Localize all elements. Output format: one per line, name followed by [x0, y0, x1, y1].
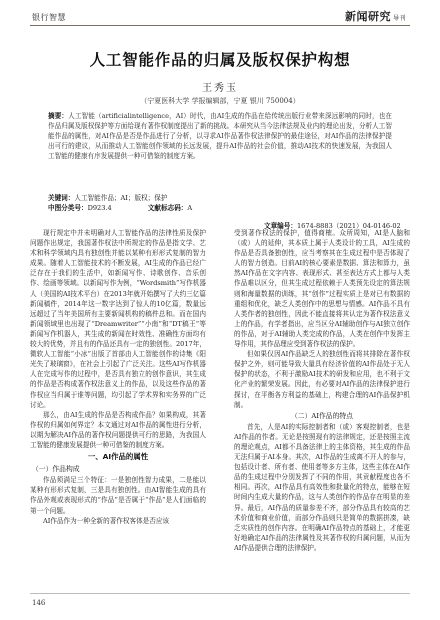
article-number-label: 文章编号：: [264, 222, 297, 230]
body-paragraph: 但如果仅因AI作品缺乏人的独创性而将其排除在著作权保护之外，则可能导致大量具有经济价值的AI作品处于无人保护的状态，不利于激励AI技术的研发和应用，也不利于文化产业的繁荣发展。因此，有必要对AI作品的法律保护进行探讨，在平衡各方利益的基础上，构建合理的AI作品保护机制。: [234, 350, 410, 409]
subsection-heading: （二）AI作品的特点: [291, 411, 353, 420]
subsection-heading: （一）作品构成: [32, 465, 80, 474]
body-paragraph: 现行规定中并未明确对人工智能作品的法律性质及保护问题作出规定，我国著作权法中所规定的作品是指文学、艺术和科学领域内具有独创性并能以某种有形形式复制的智力成果。随着人工智能技术的不断发展，AI生成的作品已经广泛存在于我们的生活中，如新闻写作、诗歌创作、音乐创作、绘画等领域。以新闻写作为例，“Wordsmith”写作机器人（美国的AI技术平台）在2013年就开始撰写了大约三亿篇新闻稿件，2014年这一数字达到了惊人的10亿篇，数量远远超过了当年美国所有主要新闻机构的稿件总和。而在国内新闻领域里也出现了“Dreamwriter”“小南”和“DT稿王”等新闻写作机器人，其生成的新闻在时效性、准确性方面均有较大的优势，并且有的作品还具有一定的独创性。2017年，微软人工智能“小冰”出版了首部由人工智能创作的诗集《阳光失了玻璃窗》，在社会上引起了广泛关注。这些AI写作机器人在完成写作的过程中，是否具有独立的创作意识，其生成的作品是否构成著作权法意义上的作品，以及这些作品的著作权应当归属于谁等问题，均引起了学术界和实务界的广泛讨论。: [30, 229, 206, 409]
keywords-text: 人工智能作品；AI；版权；保护: [74, 194, 168, 202]
clc-code: [48, 204, 112, 213]
document-code-value: A: [187, 204, 193, 212]
journal-suffix: 导刊: [392, 14, 406, 22]
body-paragraph: 那么，由AI生成的作品是否构成作品？如果构成，其著作权的归属如何界定？本文通过对AI作品的属性进行分析，以期为解决AI作品的著作权问题提供可行的思路，为我国人工智能的健康发展提供一种可借鉴的制度方案。: [30, 410, 206, 449]
section-heading: 一、AI作品的属性: [87, 452, 149, 462]
body-paragraph: 首先，人是AI的实际控制者和（或）客观控制者，也是AI作品的作者。无论是按照现有的法律规定，还是按照主流的理论观点，AI都不具备法律上的主体资格，其生成的作品无法归属于AI本身。其次，AI作品的生成离不开人的参与，包括设计者、所有者、使用者等多方主体，这些主体在AI作品的生成过程中分别发挥了不同的作用，其贡献程度也各不相同。再次，AI作品具有高效性和批量化的特点，能够在短时间内生成大量的作品，这与人类创作的作品存在明显的差异。最后，AI作品的质量参差不齐，部分作品具有较高的艺术价值和商业价值，而部分作品则只是简单的数据拼凑，缺乏实质性的创作内容。在明确AI作品特点的基础上，才能更好地确定AI作品的法律属性及其著作权的归属问题，从而为AI作品提供合理的法律保护。: [234, 422, 410, 552]
page-header: [0, 0, 440, 30]
journal-name: 新闻研究: [344, 10, 391, 23]
abstract-text: 人工智能（artificialintelligence，AI）时代，由AI生成的作品在给传统出版行业带来深远影响的同时，也在作品归属及版权保护等方面给现有著作权制度提出了新的挑战。本研究从当今法律法规及业内的理论出发，分析人工智能作品的属性，对AI作品是否是作品进行了分析，以寻求AI作品著作权法律保护的最佳途径，对AI作品的法律保护提出可行的建议，从而推动人工智能创作领域的长远发展，提升AI作品的社会价值，推动AI技术的快速发展，为我国人工智能的健康有序发展提供一种可借鉴的制度方案。: [48, 112, 393, 160]
article-title: 人工智能作品的归属及版权保护构想: [89, 51, 351, 69]
clc-value: D923.4: [87, 204, 112, 212]
author-affiliation: （宁夏医科大学 学报编辑部，宁夏 银川 750004）: [140, 97, 300, 105]
body-paragraph: AI作品作为一种全新的著作权客体是否应该: [43, 516, 170, 525]
document-code-label: 文献标志码：: [147, 204, 188, 212]
footer-divider: [30, 593, 410, 594]
journal-logo: [345, 8, 406, 24]
abstract-label: 摘要：: [48, 112, 69, 120]
classification-line: [48, 204, 392, 213]
clc-label: 中图分类号：: [48, 204, 88, 212]
keywords-label: 关键词：: [48, 194, 75, 202]
article-author: 王秀玉: [202, 83, 238, 94]
abstract: [48, 111, 392, 161]
body-paragraph: 受到著作权法的保护，值得商榷。众所周知，AI是人脑和（或）人的延伸，其本质上属于人类设计的工具，AI生成的作品是否具备独创性，应当考察其在生成过程中是否体现了人的智力创造。目前AI的核心要素是数据、算法和算力，虽然AI作品在文字内容、表现形式、甚至表达方式上都与人类作品难以区分，但其生成过程依赖于人类预先设定的算法规则和海量数据的训练，其“创作”过程实质上是对已有数据的重组和优化，缺乏人类创作中的思想与情感。AI作品不具有人类作者的独创性，因此不能直接将其认定为著作权法意义上的作品，有学者指出，应当区分AI辅助创作与AI独立创作的作品，对于AI辅助人类完成的作品，人类在创作中发挥主导作用，其作品理应受到著作权法的保护。: [234, 229, 410, 349]
body-paragraph: 作品须满足三个特征：一是独创性智力成果，二是能以某种有形形式复制，三是具有独创性。由AI智能生成的具有作品外观或表现形式的“作品”是否属于“作品”是人们面临的第一个问题。: [30, 476, 206, 515]
body-column-left: [30, 228, 206, 526]
article-number-value: 1674-8883（2021）04-0146-02: [296, 222, 401, 230]
keywords: [48, 194, 392, 203]
document-code: [148, 204, 192, 213]
body-column-right: [234, 228, 410, 553]
header-divider: [30, 25, 410, 26]
page-number: 146: [32, 599, 46, 607]
column-tag: 银行智慧: [32, 13, 66, 22]
